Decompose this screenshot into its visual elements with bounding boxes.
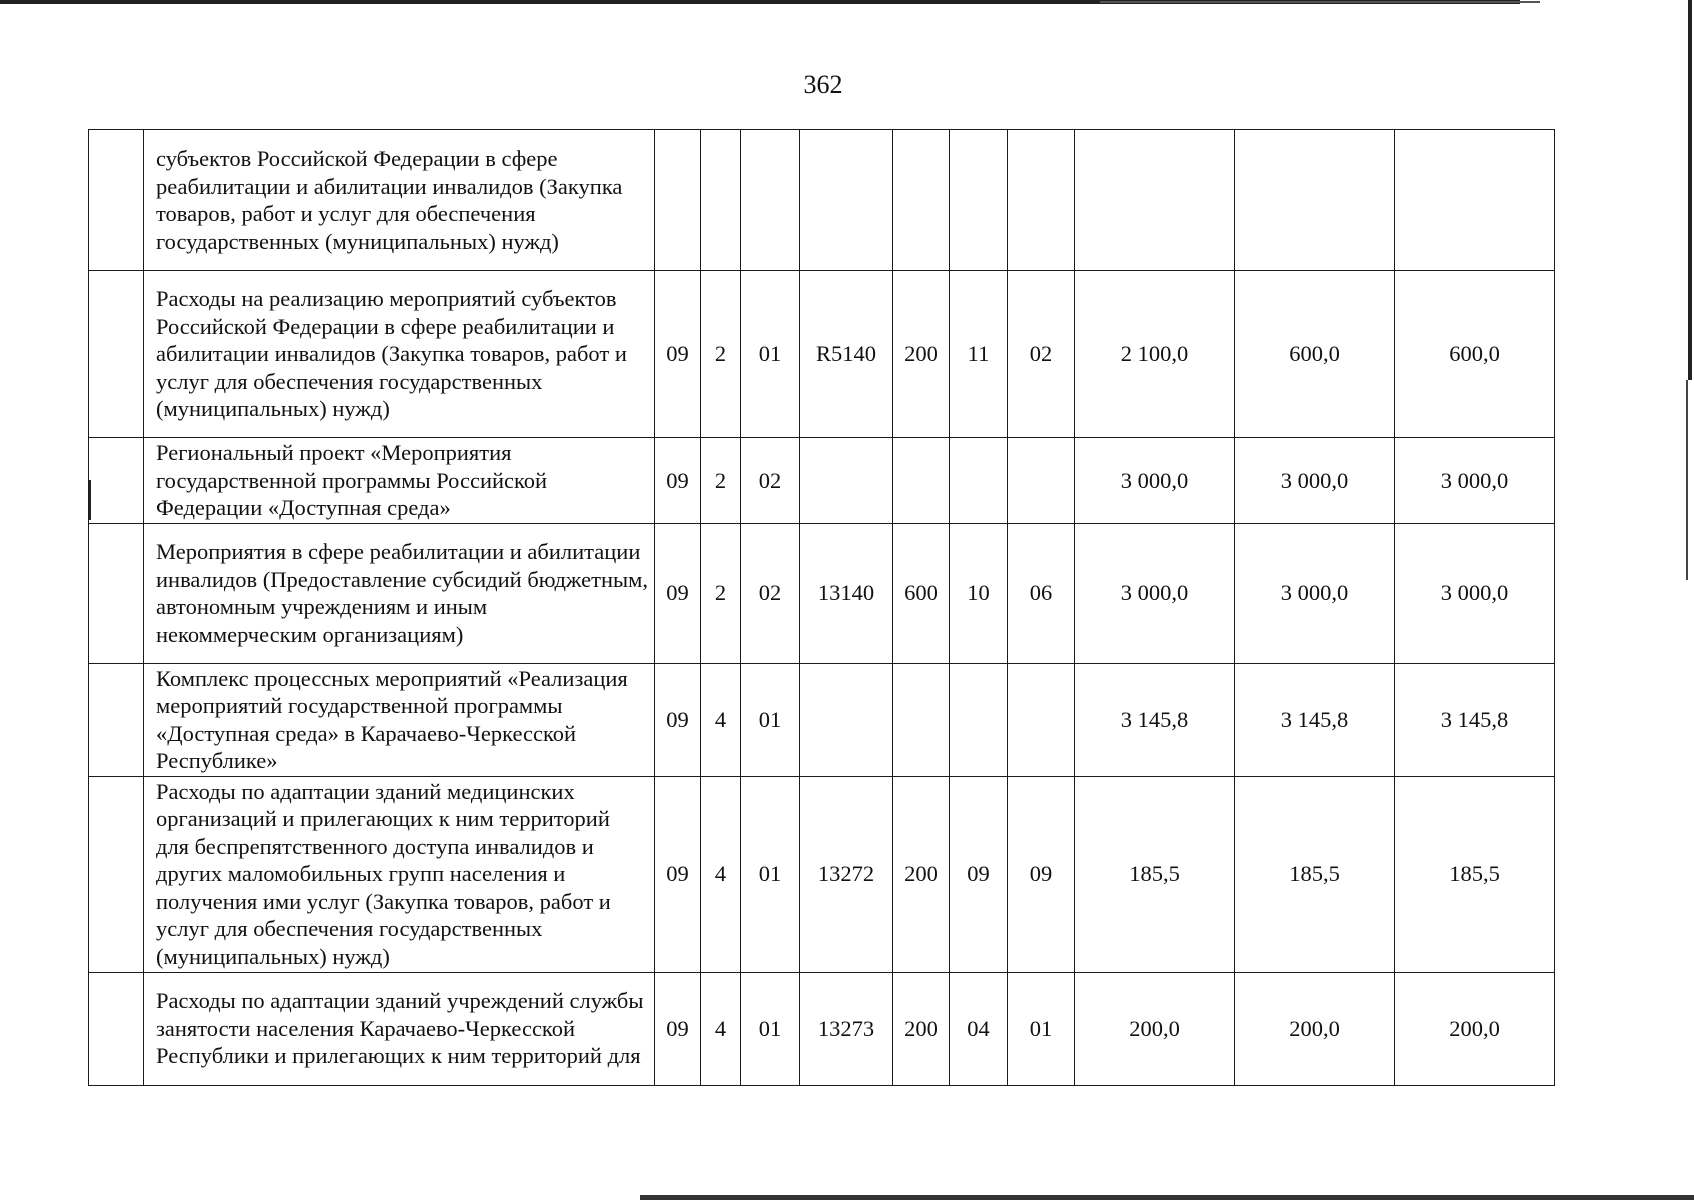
code-subsection: 06 (1008, 523, 1075, 663)
row-number-cell (89, 130, 144, 271)
code-gp: 09 (655, 972, 701, 1085)
table-row (89, 130, 1555, 271)
table-row (89, 663, 1555, 776)
table-row (89, 776, 1555, 972)
amount-year-2: 200,0 (1235, 972, 1395, 1085)
amount-year-2: 3 000,0 (1235, 438, 1395, 524)
budget-table (88, 129, 1555, 1086)
code-subprogram: 4 (701, 972, 741, 1085)
amount-year-1: 3 145,8 (1075, 663, 1235, 776)
amount-year-2: 185,5 (1235, 776, 1395, 972)
code-subprogram: 2 (701, 438, 741, 524)
amount-year-3 (1395, 130, 1555, 271)
code-subprogram: 2 (701, 523, 741, 663)
scan-right-edge-lower (1686, 380, 1688, 580)
row-number-cell (89, 776, 144, 972)
code-direction: 13272 (800, 776, 893, 972)
scan-bottom-border (640, 1195, 1694, 1200)
code-direction: 13273 (800, 972, 893, 1085)
row-number-cell (89, 523, 144, 663)
code-section: 09 (950, 776, 1008, 972)
table-row (89, 523, 1555, 663)
code-direction: 13140 (800, 523, 893, 663)
code-subprogram: 4 (701, 776, 741, 972)
row-description: Расходы по адаптации зданий медицинских организаций и прилегающих к ним территорий для беспрепятственного доступа инвалидов и других маломобильных групп населения и получения ими услуг (Закупка товаров, работ и услуг для обеспечения государственных (муниципальных) нужд) (144, 776, 655, 972)
code-subprogram (701, 130, 741, 271)
code-subsection (1008, 438, 1075, 524)
amount-year-3: 3 145,8 (1395, 663, 1555, 776)
code-section (950, 663, 1008, 776)
amount-year-3: 185,5 (1395, 776, 1555, 972)
row-description: Мероприятия в сфере реабилитации и абилитации инвалидов (Предоставление субсидий бюджетным, автономным учреждениям и иным некоммерческим организациям) (144, 523, 655, 663)
row-description: Региональный проект «Мероприятия государственной программы Российской Федерации «Доступная среда» (144, 438, 655, 524)
amount-year-2: 3 000,0 (1235, 523, 1395, 663)
code-direction (800, 663, 893, 776)
code-expense-type (893, 663, 950, 776)
code-element: 01 (741, 271, 800, 438)
row-description: Расходы на реализацию мероприятий субъектов Российской Федерации в сфере реабилитации и абилитации инвалидов (Закупка товаров, работ и услуг для обеспечения государственных (муниципальных) нужд) (144, 271, 655, 438)
row-description: Комплекс процессных мероприятий «Реализация мероприятий государственной программы «Доступная среда» в Карачаево-Черкесской Республике» (144, 663, 655, 776)
code-subsection (1008, 130, 1075, 271)
code-direction: R5140 (800, 271, 893, 438)
row-description: субъектов Российской Федерации в сфере реабилитации и абилитации инвалидов (Закупка товаров, работ и услуг для обеспечения государственных (муниципальных) нужд) (144, 130, 655, 271)
code-section (950, 130, 1008, 271)
scan-right-edge (1688, 0, 1692, 380)
amount-year-3: 200,0 (1395, 972, 1555, 1085)
code-expense-type (893, 130, 950, 271)
table-body (89, 130, 1555, 1086)
code-element (741, 130, 800, 271)
code-subsection: 09 (1008, 776, 1075, 972)
amount-year-1 (1075, 130, 1235, 271)
amount-year-1: 185,5 (1075, 776, 1235, 972)
amount-year-1: 2 100,0 (1075, 271, 1235, 438)
code-subprogram: 2 (701, 271, 741, 438)
code-section: 11 (950, 271, 1008, 438)
code-element: 01 (741, 776, 800, 972)
code-element: 01 (741, 663, 800, 776)
table-row (89, 438, 1555, 524)
code-section: 10 (950, 523, 1008, 663)
amount-year-1: 3 000,0 (1075, 523, 1235, 663)
row-number-cell (89, 663, 144, 776)
code-gp (655, 130, 701, 271)
row-description: Расходы по адаптации зданий учреждений службы занятости населения Карачаево-Черкесской Республики и прилегающих к ним территорий для (144, 972, 655, 1085)
code-section: 04 (950, 972, 1008, 1085)
row-number-cell (89, 271, 144, 438)
code-gp: 09 (655, 438, 701, 524)
code-gp: 09 (655, 663, 701, 776)
code-gp: 09 (655, 776, 701, 972)
code-expense-type: 200 (893, 271, 950, 438)
code-element: 02 (741, 438, 800, 524)
amount-year-3: 3 000,0 (1395, 438, 1555, 524)
row-number-cell (89, 438, 144, 524)
page-number: 362 (803, 70, 843, 99)
code-element: 02 (741, 523, 800, 663)
code-gp: 09 (655, 523, 701, 663)
code-subsection: 02 (1008, 271, 1075, 438)
code-subsection: 01 (1008, 972, 1075, 1085)
code-section (950, 438, 1008, 524)
amount-year-1: 3 000,0 (1075, 438, 1235, 524)
code-subprogram: 4 (701, 663, 741, 776)
amount-year-3: 600,0 (1395, 271, 1555, 438)
table-row (89, 271, 1555, 438)
amount-year-2: 600,0 (1235, 271, 1395, 438)
amount-year-3: 3 000,0 (1395, 523, 1555, 663)
code-direction (800, 438, 893, 524)
amount-year-2: 3 145,8 (1235, 663, 1395, 776)
code-expense-type (893, 438, 950, 524)
code-expense-type: 600 (893, 523, 950, 663)
code-subsection (1008, 663, 1075, 776)
amount-year-1: 200,0 (1075, 972, 1235, 1085)
row-number-cell (89, 972, 144, 1085)
code-element: 01 (741, 972, 800, 1085)
code-expense-type: 200 (893, 972, 950, 1085)
code-expense-type: 200 (893, 776, 950, 972)
amount-year-2 (1235, 130, 1395, 271)
code-direction (800, 130, 893, 271)
table-row (89, 972, 1555, 1085)
scan-top-border-thin (1100, 1, 1540, 3)
code-gp: 09 (655, 271, 701, 438)
